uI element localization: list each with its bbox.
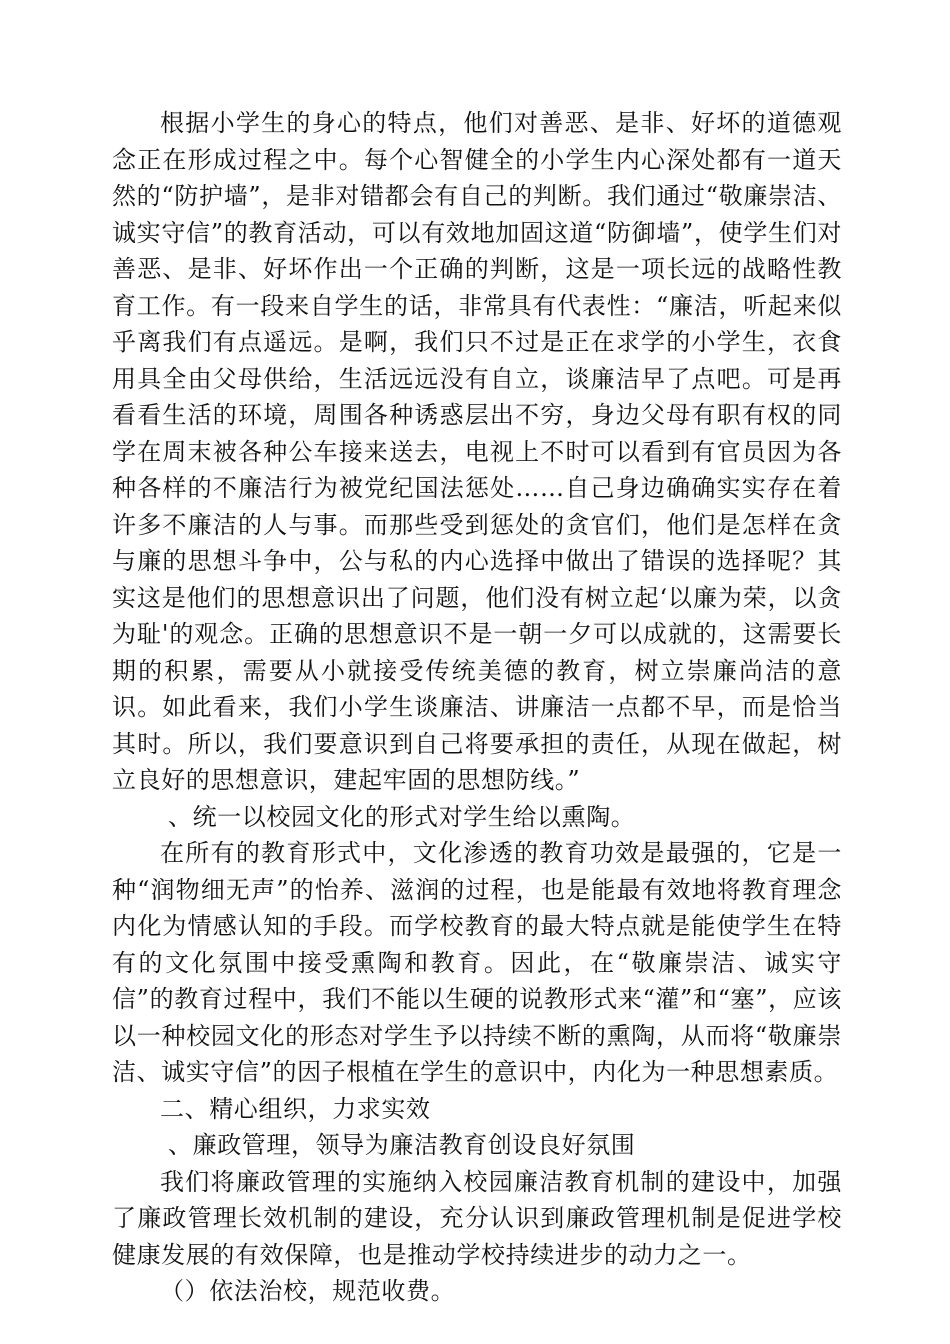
paragraph-cultural-education: 在所有的教育形式中，文化渗透的教育功效是最强的，它是一种“润物细无声”的怡养、滋润的过程，也是能最有效地将教育理念内化为情感认知的手段。而学校教育的最大特点就是能使学生在特有的文化氛围中接受熏陶和教育。因此，在“敬廉崇洁、诚实守信”的教育过程中，我们不能以生硬的说教形式来“灌”和“塞”，应该以一种校园文化的形态对学生予以持续不断的熏陶，从而将“敬廉崇洁、诚实守信”的因子根植在学生的意识中，内化为一种思想素质。 [112,839,842,1086]
subheading-campus-culture: 、统一以校园文化的形式对学生给以熏陶。 [168,802,636,831]
document-body [112,105,842,1310]
section-heading-organization: 二、精心组织，力求实效 [160,1094,431,1123]
paragraph-student-morality: 根据小学生的身心的特点，他们对善恶、是非、好坏的道德观念正在形成过程之中。每个心智健全的小学生内心深处都有一道天然的“防护墙”，是非对错都会有自己的判断。我们通过“敬廉崇洁、诚实守信”的教育活动，可以有效地加固这道“防御墙”，使学生们对善恶、是非、好坏作出一个正确的判断，这是一项长远的战略性教育工作。有一段来自学生的话，非常具有代表性：“廉洁，听起来似乎离我们有点遥远。是啊，我们只不过是正在求学的小学生，衣食用具全由父母供给，生活远远没有自立，谈廉洁早了点吧。可是再看看生活的环境，周围各种诱惑层出不穷，身边父母有职有权的同学在周末被各种公车接来送去，电视上不时可以看到有官员因为各种各样的不廉洁行为被党纪国法惩处……自己身边确确实实存在着许多不廉洁的人与事。而那些受到惩处的贪官们，他们是怎样在贪与廉的思想斗争中，公与私的内心选择中做出了错误的选择呢？其实这是他们的思想意识出了问题，他们没有树立起‘以廉为荣，以贪为耻'的观念。正确的思想意识不是一朝一夕可以成就的，这需要长期的积累，需要从小就接受传统美德的教育，树立崇廉尚洁的意识。如此看来，我们小学生谈廉洁、讲廉洁一点都不早，而是恰当其时。所以，我们要意识到自己将要承担的责任，从现在做起，树立良好的思想意识，建起牢固的思想防线。” [112,109,842,794]
item-heading-lawful-fees: （）依法治校，规范收费。 [160,1277,456,1305]
paragraph-governance-mechanism: 我们将廉政管理的实施纳入校园廉洁教育机制的建设中，加强了廉政管理长效机制的建设，充分认识到廉政管理机制是促进学校健康发展的有效保障，也是推动学校持续进步的动力之一。 [112,1167,842,1269]
subheading-clean-governance: 、廉政管理，领导为廉洁教育创设良好氛围 [168,1131,636,1159]
